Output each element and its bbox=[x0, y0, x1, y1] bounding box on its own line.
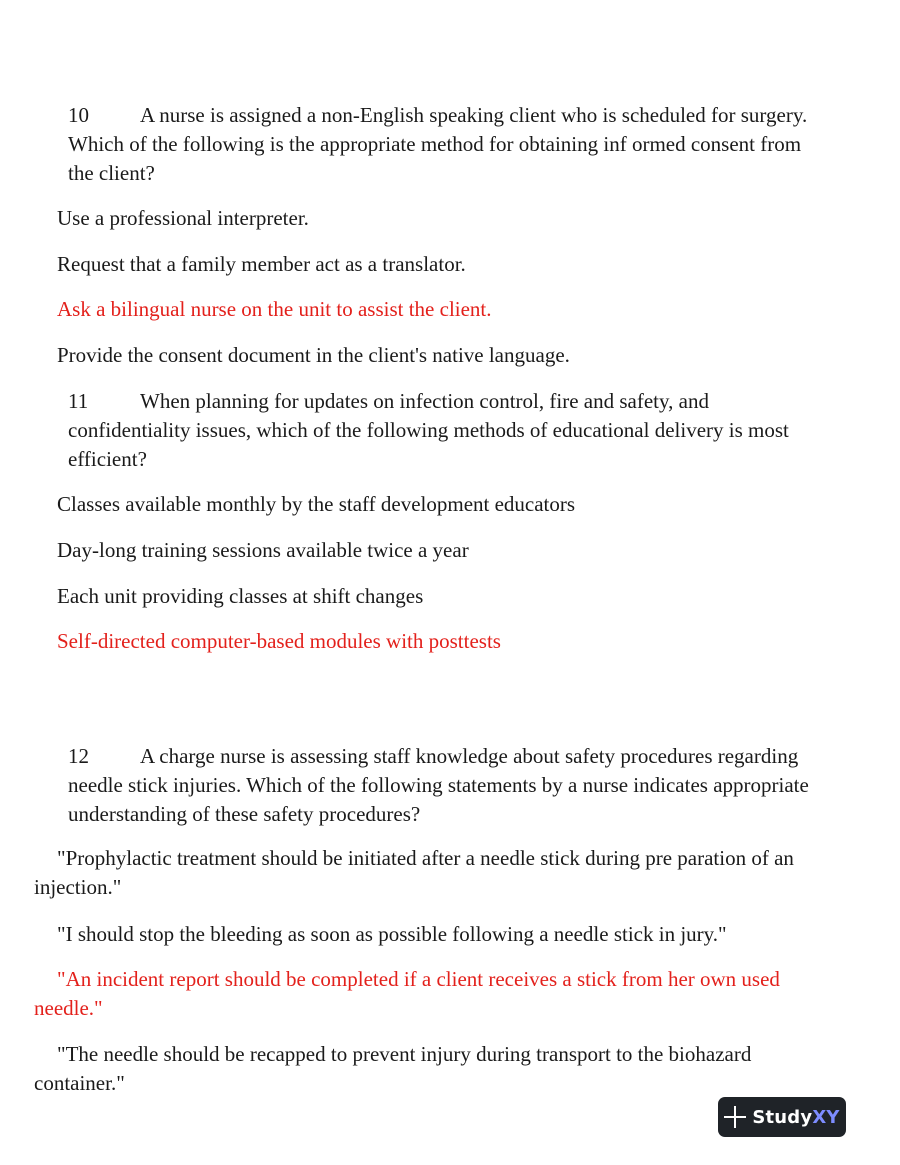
question-10 bbox=[68, 101, 828, 188]
question-number: 11 bbox=[68, 389, 89, 413]
brand-main: Study bbox=[752, 1106, 813, 1128]
question-number: 12 bbox=[68, 744, 89, 768]
option-10-3-highlighted: Ask a bilingual nurse on the unit to assist the client. bbox=[57, 297, 492, 321]
option-11-3: Each unit providing classes at shift changes bbox=[57, 584, 424, 608]
option-12-2: "I should stop the bleeding as soon as possible following a needle stick in jury." bbox=[57, 922, 727, 946]
question-text: A charge nurse is assessing staff knowledge about safety procedures regarding needle stick injuries. Which of the following statements by a nurse indicates appropriate understanding of these safety procedures? bbox=[68, 744, 809, 826]
option-10-4: Provide the consent document in the client's native language. bbox=[57, 343, 570, 367]
option-11-2: Day-long training sessions available twice a year bbox=[57, 538, 469, 562]
studyxy-badge[interactable] bbox=[718, 1097, 846, 1137]
option-12-4: "The needle should be recapped to prevent injury during transport to the biohazard container." bbox=[34, 1042, 752, 1095]
option-10-1: Use a professional interpreter. bbox=[57, 206, 309, 230]
option-12-1: "Prophylactic treatment should be initiated after a needle stick during pre paration of an injection." bbox=[34, 846, 794, 899]
question-text: When planning for updates on infection control, fire and safety, and confidentiality issues, which of the following methods of educational delivery is most efficient? bbox=[68, 389, 789, 471]
question-text: A nurse is assigned a non-English speaking client who is scheduled for surgery. Which of the following is the appropriate method for obtaining inf ormed consent from the client? bbox=[68, 103, 808, 185]
brand-logo bbox=[752, 1107, 839, 1128]
plus-icon bbox=[724, 1106, 746, 1128]
option-10-2: Request that a family member act as a translator. bbox=[57, 252, 466, 276]
question-12 bbox=[68, 742, 828, 829]
option-12-3-highlighted: "An incident report should be completed if a client receives a stick from her own used needle." bbox=[34, 967, 780, 1020]
question-number: 10 bbox=[68, 103, 89, 127]
brand-accent: XY bbox=[812, 1106, 840, 1128]
option-11-4-highlighted: Self-directed computer-based modules with posttests bbox=[57, 629, 501, 653]
question-11 bbox=[68, 387, 828, 474]
option-11-1: Classes available monthly by the staff development educators bbox=[57, 492, 576, 516]
